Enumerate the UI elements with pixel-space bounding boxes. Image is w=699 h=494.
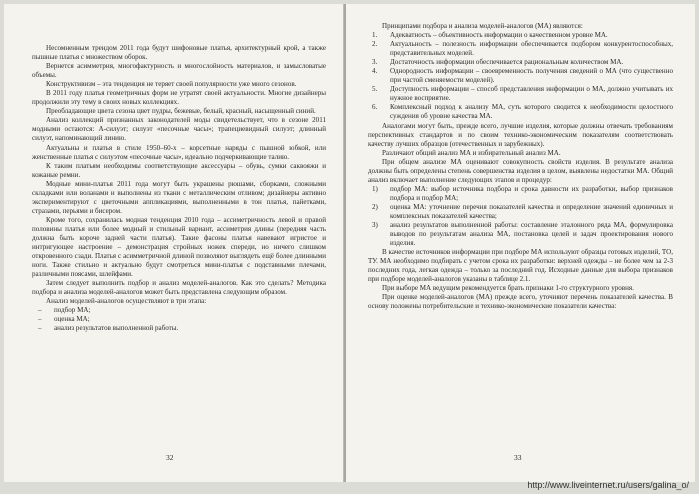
paragraph: Преобладающие цвета сезона цвет пудры, бежевые, белый, красный, насыщенный синий. <box>46 107 316 116</box>
list-item-text: оценка МА; <box>54 315 90 324</box>
principle-item <box>368 85 673 103</box>
stage-item <box>32 315 326 324</box>
list-item-text: анализ результатов выполненной работы. <box>54 324 179 333</box>
list-item-number: 2. <box>372 40 378 49</box>
paragraph: В качестве источников информации при подборе МА используют образцы готовых изделий, ТО, ТУ. МА необходимо подбирать с учетом срока их разработки: верхней одежды – не более чем за 2-3 последних года, легкая одежда – только за последний год. Исходные данные для выбора признаков при подборе моделей-аналогов указаны в таблице 2.1. <box>368 248 673 284</box>
stages-list <box>32 306 326 333</box>
list-item-text: подбор МА; <box>54 306 91 315</box>
principle-item <box>368 67 673 85</box>
left-page <box>4 4 344 482</box>
list-item-text: оценка МА: уточнение перечня показателей качества и определение значений единичных и комплексных показателей качества; <box>390 202 673 220</box>
principle-item <box>368 40 673 58</box>
list-item-number: 4. <box>372 67 378 76</box>
stage-item <box>32 306 326 315</box>
list-item-text: Однородность информации – своевременность получения сведений о МА (что существенно при частой сменяемости моделей). <box>390 67 673 85</box>
list-item-text: Адекватность – объективность информации о качественном уровне МА. <box>390 31 608 40</box>
list-item-text: Актуальность – полезность информации обеспечивается подбором конкурентоспособных, представительных моделей. <box>390 40 673 58</box>
watermark-url[interactable]: http://www.liveinternet.ru/users/galina_o/ <box>527 480 689 490</box>
list-item-number: 1. <box>372 31 378 40</box>
list-item-number: 2) <box>372 202 378 211</box>
procedure-item <box>368 203 673 221</box>
list-item-text: анализ результатов выполненной работы: составление эталонного ряда МА, формулировка выводов по результатам анализа МА, постановка целей и задач проектирования нового изделия. <box>390 221 673 248</box>
list-item-number: 3. <box>372 58 378 67</box>
dash-bullet: – <box>38 315 42 324</box>
paragraph: При общем анализе МА оценивают совокупность свойств изделия. В результате анализа должны быть определены степень совершенства изделия в целом, выявлены недостатки МА. Общий анализ включает выполнение следующих этапов и процедур: <box>368 157 673 184</box>
paragraph: Конструктивизм – эта тенденция не теряет своей популярности уже много сезонов. <box>46 80 297 89</box>
procedure-item <box>368 221 673 248</box>
principle-item <box>368 103 673 121</box>
paragraph: В 2011 году платья геометричных форм не утратят своей актуальности. Многие дизайнеры продолжили эту тему в своих новых коллекциях. <box>32 89 326 107</box>
paragraph: При выборе МА ведущим рекомендуется брать признаки 1-го структурного уровня. <box>382 284 634 293</box>
principle-item <box>368 31 673 40</box>
page-number-left: 32 <box>166 453 174 462</box>
right-page <box>346 4 695 482</box>
paragraph: Вернется асимметрия, многофактурность и многослойность материалов, и замысловатые объемы. <box>32 62 326 80</box>
list-item-number: 5. <box>372 85 378 94</box>
list-item-number: 6. <box>372 103 378 112</box>
paragraph: Кроме того, сохранилась модная тенденция 2010 года – ассиметричность левой и правой половины платья или более модный и стильный вариант, ассиметрия длины (передняя часть должна быть короче задней части платья). Такие фасоны платья навевают игристое и интригующее настроение – демонстрация стройных ножек спереди, но ничего слишком откровенного сзади. Платья с асимметричной длиной позволяют выглядеть ещё более длинными ноги. Также стильно и актуально будут смотреться мини-платья с подставными плечами, различными поясами, шлейфами. <box>32 215 326 279</box>
list-item-text: подбор МА: выбор источника подбора и срока давности их разработки, выбор признаков подбора и подбор МА; <box>390 184 673 202</box>
left-page-text <box>32 44 326 306</box>
list-item-text: Достаточность информации обеспечивается рациональным количеством МА. <box>390 58 624 67</box>
paragraph: Различают общий анализ МА и избирательный анализ МА. <box>382 148 561 157</box>
paragraph: Актуальны и платья в стиле 1950–60-х – корсетные наряды с пышной юбкой, или женственные платья с силуэтом «песочные часы», идеально подчеркивающие талию. <box>32 143 326 161</box>
dash-bullet: – <box>38 306 42 315</box>
page-number-right: 33 <box>514 453 522 462</box>
right-page-text-b <box>368 248 673 311</box>
paragraph: Несомненным трендом 2011 года будут шифоновые платья, архитектурный крой, а также пышные платья с множеством оборок. <box>32 44 326 62</box>
paragraph: К таким платьям необходимы соответствующие аксессуары – обувь, сумки саквояжи и кожаные ремни. <box>32 161 326 179</box>
stage-item <box>32 324 326 333</box>
procedure-item <box>368 185 673 203</box>
paragraph: Анализ моделей-аналогов осуществляют в три этапа: <box>46 297 207 306</box>
paragraph: Затем следует выполнить подбор и анализ моделей-аналогов. Как это сделать? Методика подбора и анализа моделей-аналогов может быть представлена следующим образом. <box>32 279 326 297</box>
right-page-text-a <box>368 122 673 185</box>
paragraph: Аналогами могут быть, прежде всего, лучшие изделия, которые должны отвечать требованиям перспективных стандартов и по своим технико-экономическим показателям соответствовать качеству лучших образцов (отечественных и зарубежных). <box>368 121 673 148</box>
dash-bullet: – <box>38 324 42 333</box>
procedures-list <box>368 185 673 248</box>
principle-item <box>368 58 673 67</box>
list-item-text: Комплексный подход к анализу МА, суть которого сводится к необходимости целостного суждения об уровне качества МА. <box>390 103 673 121</box>
list-item-text: Доступность информации – способ представления информации о МА, должно учитывать их нужное восприятие. <box>390 85 673 103</box>
list-item-number: 3) <box>372 221 378 230</box>
principles-list <box>368 31 673 121</box>
paragraph: При оценке моделей-аналогов (МА) прежде всего, уточняют перечень показателей качества. В основу положены потребительские и технико-экономические показатели качества: <box>368 293 673 311</box>
principles-intro: Принципами подбора и анализа моделей-аналогов (МА) являются: <box>382 22 583 30</box>
paragraph: Анализ коллекций признанных законодателей моды свидетельствует, что в сезоне 2011 модными остаются: А-силуэт; силуэт «песочные часы»; трапециевидный силуэт; длинный силуэт, напоминающий линию. <box>32 116 326 143</box>
paragraph: Модные мини-платья 2011 года могут быть украшены рюшами, сборками, сложными складками или воланами и выполнены из ткани с металлическим отливом; дизайнеры активно экспериментируют с цветочными аппликациями, выполненными в тон платья, пайетками, стразами, перьями и бисером. <box>32 179 326 215</box>
list-item-number: 1) <box>372 184 378 193</box>
